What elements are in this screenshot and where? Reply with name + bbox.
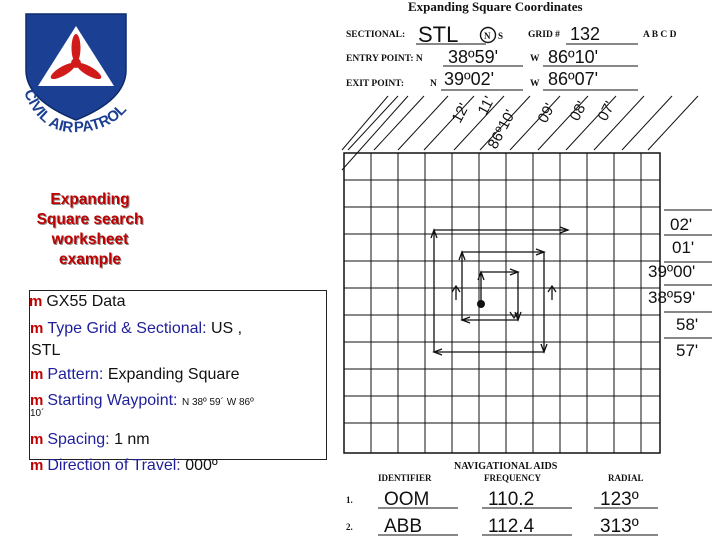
- longitude-marks: [449, 93, 619, 151]
- exit-point-label: EXIT POINT:: [346, 79, 404, 89]
- worksheet-title: Expanding Square Coordinates: [408, 0, 583, 14]
- grid-value: 132: [570, 24, 601, 44]
- navaid-radial: 123º: [600, 489, 639, 510]
- longitude-mark: 08': [566, 98, 591, 124]
- diagonal-guides: [342, 96, 698, 170]
- plotting-grid: [344, 153, 660, 453]
- navaid-row-2: [346, 516, 658, 537]
- entry-west-label: W: [530, 54, 540, 64]
- navaid-identifier: ABB: [384, 516, 423, 537]
- sectional-value: STL: [418, 22, 459, 47]
- bullet-label: Direction of Travel:: [47, 457, 181, 474]
- bullet-label: Spacing:: [47, 431, 110, 448]
- slide-caption: Expanding Square search worksheet example: [36, 191, 144, 268]
- latitude-mark: 58': [676, 315, 699, 334]
- frequency-header: FREQUENCY: [484, 473, 542, 483]
- navaid-row-1: [346, 489, 658, 510]
- longitude-mark: 11': [474, 93, 499, 118]
- row-number: 1.: [346, 495, 353, 505]
- bullet-spacing: [30, 430, 150, 450]
- bullet-direction: [30, 456, 218, 476]
- bullet-value: N 38º 59´ W 86º: [181, 397, 254, 408]
- row-number: 2.: [346, 522, 353, 532]
- bullet-label: Pattern:: [47, 366, 104, 383]
- bullet-marker: m: [30, 320, 44, 337]
- civil-air-patrol-logo: [10, 8, 142, 148]
- entry-north-value: 38º59': [448, 47, 499, 67]
- bullet-marker: m: [30, 457, 44, 474]
- bullet-marker: m: [30, 366, 44, 383]
- latitude-mark: 01': [672, 238, 695, 257]
- longitude-mark: 12': [448, 100, 473, 126]
- grid-label: GRID #: [528, 30, 560, 40]
- longitude-mark: 07': [594, 98, 619, 124]
- exit-north-value: 39º02': [444, 69, 495, 89]
- exit-north-label: N: [430, 79, 437, 89]
- bullet-marker: m: [30, 392, 44, 409]
- north-label: N: [484, 31, 491, 41]
- bullet-value: 10´: [30, 408, 45, 419]
- bullet-marker: m: [30, 431, 44, 448]
- exit-west-value: 86º07': [548, 69, 599, 89]
- navaids-title: NAVIGATIONAL AIDS: [454, 461, 558, 472]
- bullet-text: GX55 Data: [46, 293, 126, 310]
- logo-text-right: PATROL: [73, 100, 131, 137]
- latitude-mark: 38º59': [648, 288, 696, 307]
- bullet-value: 000º: [185, 457, 218, 474]
- start-waypoint-dot: [477, 300, 485, 308]
- navaid-radial: 313º: [600, 516, 639, 537]
- quadrant-letters: A B C D: [643, 30, 677, 40]
- expanding-square-worksheet: [338, 0, 720, 540]
- bullet-grid-continued: [31, 341, 60, 361]
- bullet-waypoint-continued: [30, 404, 44, 424]
- navaid-identifier: OOM: [384, 489, 430, 510]
- south-label: S: [498, 31, 504, 41]
- entry-point-label: ENTRY POINT: N: [346, 54, 423, 64]
- entry-west-value: 86º10': [548, 47, 599, 67]
- bullet-value: STL: [31, 342, 61, 359]
- sectional-label: SECTIONAL:: [346, 30, 406, 40]
- latitude-mark: 39º00': [648, 262, 696, 281]
- bullet-pattern: [30, 365, 239, 385]
- longitude-mark: 86º10': [484, 107, 520, 152]
- radial-header: RADIAL: [608, 473, 644, 483]
- identifier-header: IDENTIFIER: [378, 473, 432, 483]
- bullet-gx55: [29, 292, 126, 312]
- latitude-mark: 02': [670, 215, 693, 234]
- latitude-mark: 57': [676, 341, 699, 360]
- bullet-waypoint: [30, 391, 254, 413]
- logo-text-left: CIVIL AIR: [20, 87, 75, 137]
- latitude-marks: [648, 210, 712, 360]
- bullet-label: Starting Waypoint:: [47, 392, 178, 409]
- bullet-value: 1 nm: [114, 431, 150, 448]
- longitude-mark: 09': [534, 100, 559, 126]
- bullet-marker: m: [29, 293, 43, 310]
- bullet-label: Type Grid & Sectional:: [47, 320, 207, 337]
- navaid-frequency: 110.2: [488, 489, 535, 510]
- bullet-grid: [30, 319, 242, 339]
- exit-west-label: W: [530, 79, 540, 89]
- navaid-frequency: 112.4: [488, 516, 535, 537]
- bullet-value: Expanding Square: [107, 366, 240, 383]
- bullet-value: US ,: [210, 320, 243, 337]
